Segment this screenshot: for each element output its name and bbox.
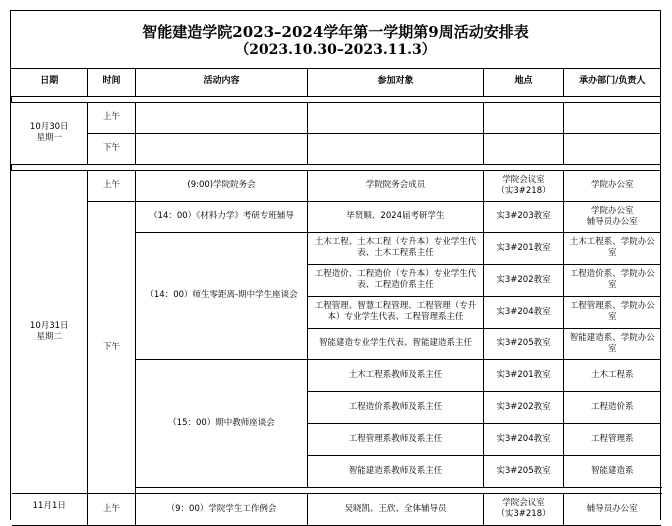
header-row — [12, 68, 661, 96]
table-row — [12, 133, 661, 164]
date-label: 11月1日 — [32, 500, 66, 511]
organizer-cell: 工程造价系、学院办公室 — [564, 264, 661, 296]
header-participants: 参加对象 — [308, 68, 484, 96]
location-cell: 实3#203教室 — [484, 201, 564, 232]
organizer-cell: 工程管理系、学院办公室 — [564, 296, 661, 328]
location-cell: 实3#204教室 — [484, 296, 564, 328]
content-cell: (9:00)学院院务会 — [136, 170, 308, 201]
participants-cell: 学院院务会成员 — [308, 170, 484, 201]
participants-cell: 智能建造专业学生代表、智能建造系主任 — [308, 328, 484, 359]
organizer-cell: 辅导员办公室 — [564, 493, 661, 525]
date-cell — [12, 170, 88, 493]
location-cell: 实3#205教室 — [484, 328, 564, 359]
schedule-table — [11, 68, 661, 526]
participants-cell: 智能建造系教师及系主任 — [308, 455, 484, 487]
time-cell: 上午 — [88, 170, 136, 201]
header-date: 日期 — [12, 68, 88, 96]
participants-cell: 工程管理系教师及系主任 — [308, 423, 484, 455]
table-row — [12, 102, 661, 133]
content-cell: （9：00）学院学生工作例会 — [136, 493, 308, 525]
location-cell: 学院会议室 （实3#218） — [484, 493, 564, 525]
location-cell: 实3#204教室 — [484, 423, 564, 455]
participants-cell: 工程管理、智慧工程管理、工程管理（专升本）专业学生代表、工程管理系主任 — [308, 296, 484, 328]
participants-cell: 吴晓凯、王欣、全体辅导员 — [308, 493, 484, 525]
organizer-cell: 土木工程系、学院办公室 — [564, 232, 661, 264]
weekday-label: 星期一 — [36, 133, 62, 143]
location-cell: 实3#202教室 — [484, 391, 564, 423]
participants-cell: 土木工程、土木工程（专升本）专业学生代表、土木工程系主任 — [308, 232, 484, 264]
location-cell: 实3#201教室 — [484, 359, 564, 391]
date-label: 10月31日 — [29, 320, 69, 331]
header-content: 活动内容 — [136, 68, 308, 96]
location-cell: 实3#202教室 — [484, 264, 564, 296]
table-row — [12, 170, 661, 201]
organizer-cell: 土木工程系 — [564, 359, 661, 391]
weekday-label: 星期二 — [36, 331, 62, 342]
date-cell — [12, 493, 88, 525]
content-cell: （14：00）师生零距离-期中学生座谈会 — [136, 232, 308, 359]
title-block — [11, 11, 660, 69]
schedule-sheet — [10, 10, 661, 520]
date-label: 10月30日 — [29, 122, 69, 132]
content-cell: （14：00）《材料力学》考研专班辅导 — [136, 201, 308, 232]
location-cell: 学院会议室 （实3#218） — [484, 170, 564, 201]
date-cell — [12, 102, 88, 164]
participants-cell: 工程造价、工程造价（专升本）专业学生代表、工程造价系主任 — [308, 264, 484, 296]
participants-cell: 工程造价系教师及系主任 — [308, 391, 484, 423]
organizer-cell: 工程造价系 — [564, 391, 661, 423]
header-organizer: 承办部门/负责人 — [564, 68, 661, 96]
participants-cell: 毕贤顺、2024届考研学生 — [308, 201, 484, 232]
time-cell: 下午 — [88, 201, 136, 493]
organizer-cell: 工程管理系 — [564, 423, 661, 455]
content-cell: （15：00）期中教师座谈会 — [136, 359, 308, 487]
location-cell: 实3#205教室 — [484, 455, 564, 487]
header-location: 地点 — [484, 68, 564, 96]
time-cell: 下午 — [88, 133, 136, 164]
time-cell: 上午 — [88, 102, 136, 133]
table-row — [12, 493, 661, 525]
location-cell: 实3#201教室 — [484, 232, 564, 264]
organizer-cell: 学院办公室 — [564, 170, 661, 201]
time-cell: 上午 — [88, 493, 136, 525]
date-range: （2023.10.30–2023.11.3） — [235, 42, 436, 58]
participants-cell: 土木工程系教师及系主任 — [308, 359, 484, 391]
header-time: 时间 — [88, 68, 136, 96]
table-row — [12, 201, 661, 232]
organizer-cell: 学院办公室 辅导员办公室 — [564, 201, 661, 232]
organizer-cell: 智能建造系 — [564, 455, 661, 487]
page-title: 智能建造学院2023–2024学年第一学期第9周活动安排表 — [142, 23, 529, 41]
organizer-cell: 智能建造系、学院办公室 — [564, 328, 661, 359]
